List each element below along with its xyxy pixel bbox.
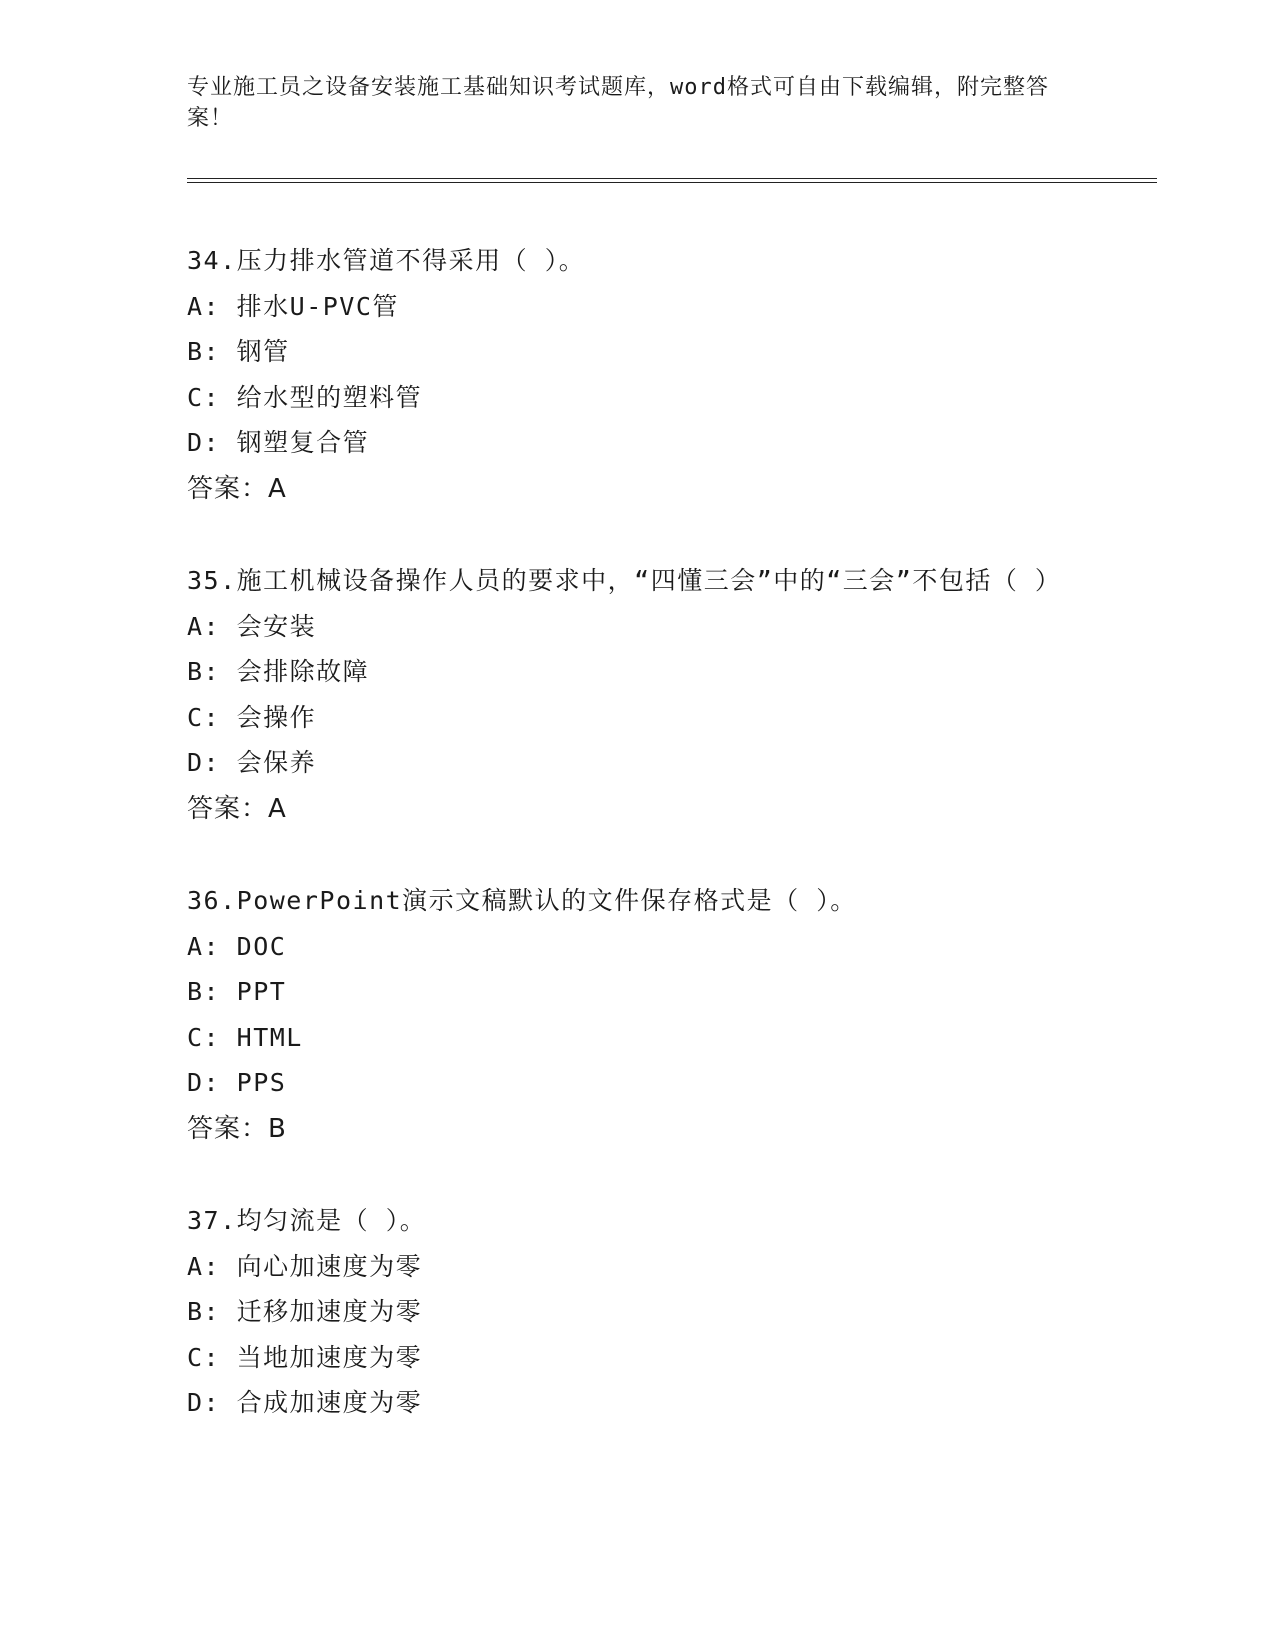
question-34 [187,238,1077,512]
answer: 答案：A [187,793,287,824]
document-header-text: 专业施工员之设备安装施工基础知识考试题库，word格式可自由下载编辑，附完整答案！ [187,75,1049,131]
question-35 [187,558,1077,832]
option-c: C: 当地加速度为零 [187,1342,423,1372]
question-stem: 36.PowerPoint演示文稿默认的文件保存格式是（ ）。 [187,885,857,915]
question-37 [187,1198,1077,1426]
option-b: B: PPT [187,977,287,1007]
option-b: B: 会排除故障 [187,657,370,687]
option-c: C: 会操作 [187,702,317,732]
question-stem: 37.均匀流是（ ）。 [187,1205,427,1235]
option-a: A: DOC [187,931,287,961]
option-b: B: 迁移加速度为零 [187,1297,423,1327]
option-a: A: 向心加速度为零 [187,1251,423,1281]
option-b: B: 钢管 [187,337,290,367]
question-stem: 35.施工机械设备操作人员的要求中，“四懂三会”中的“三会”不包括（ ） [187,565,1062,595]
option-c: C: HTML [187,1022,303,1052]
answer: 答案：B [187,1113,287,1144]
option-d: D: 钢塑复合管 [187,428,370,458]
option-c: C: 给水型的塑料管 [187,382,423,412]
option-d: D: 会保养 [187,748,317,778]
question-36 [187,878,1077,1152]
header-divider [187,178,1157,183]
answer: 答案：A [187,473,287,504]
option-a: A: 会安装 [187,611,317,641]
question-stem: 34.压力排水管道不得采用（ ）。 [187,246,586,275]
option-d: D: 合成加速度为零 [187,1388,423,1418]
option-d: D: PPS [187,1068,287,1098]
option-a: A: 排水U-PVC管 [187,291,399,321]
question-list [187,238,1077,1472]
